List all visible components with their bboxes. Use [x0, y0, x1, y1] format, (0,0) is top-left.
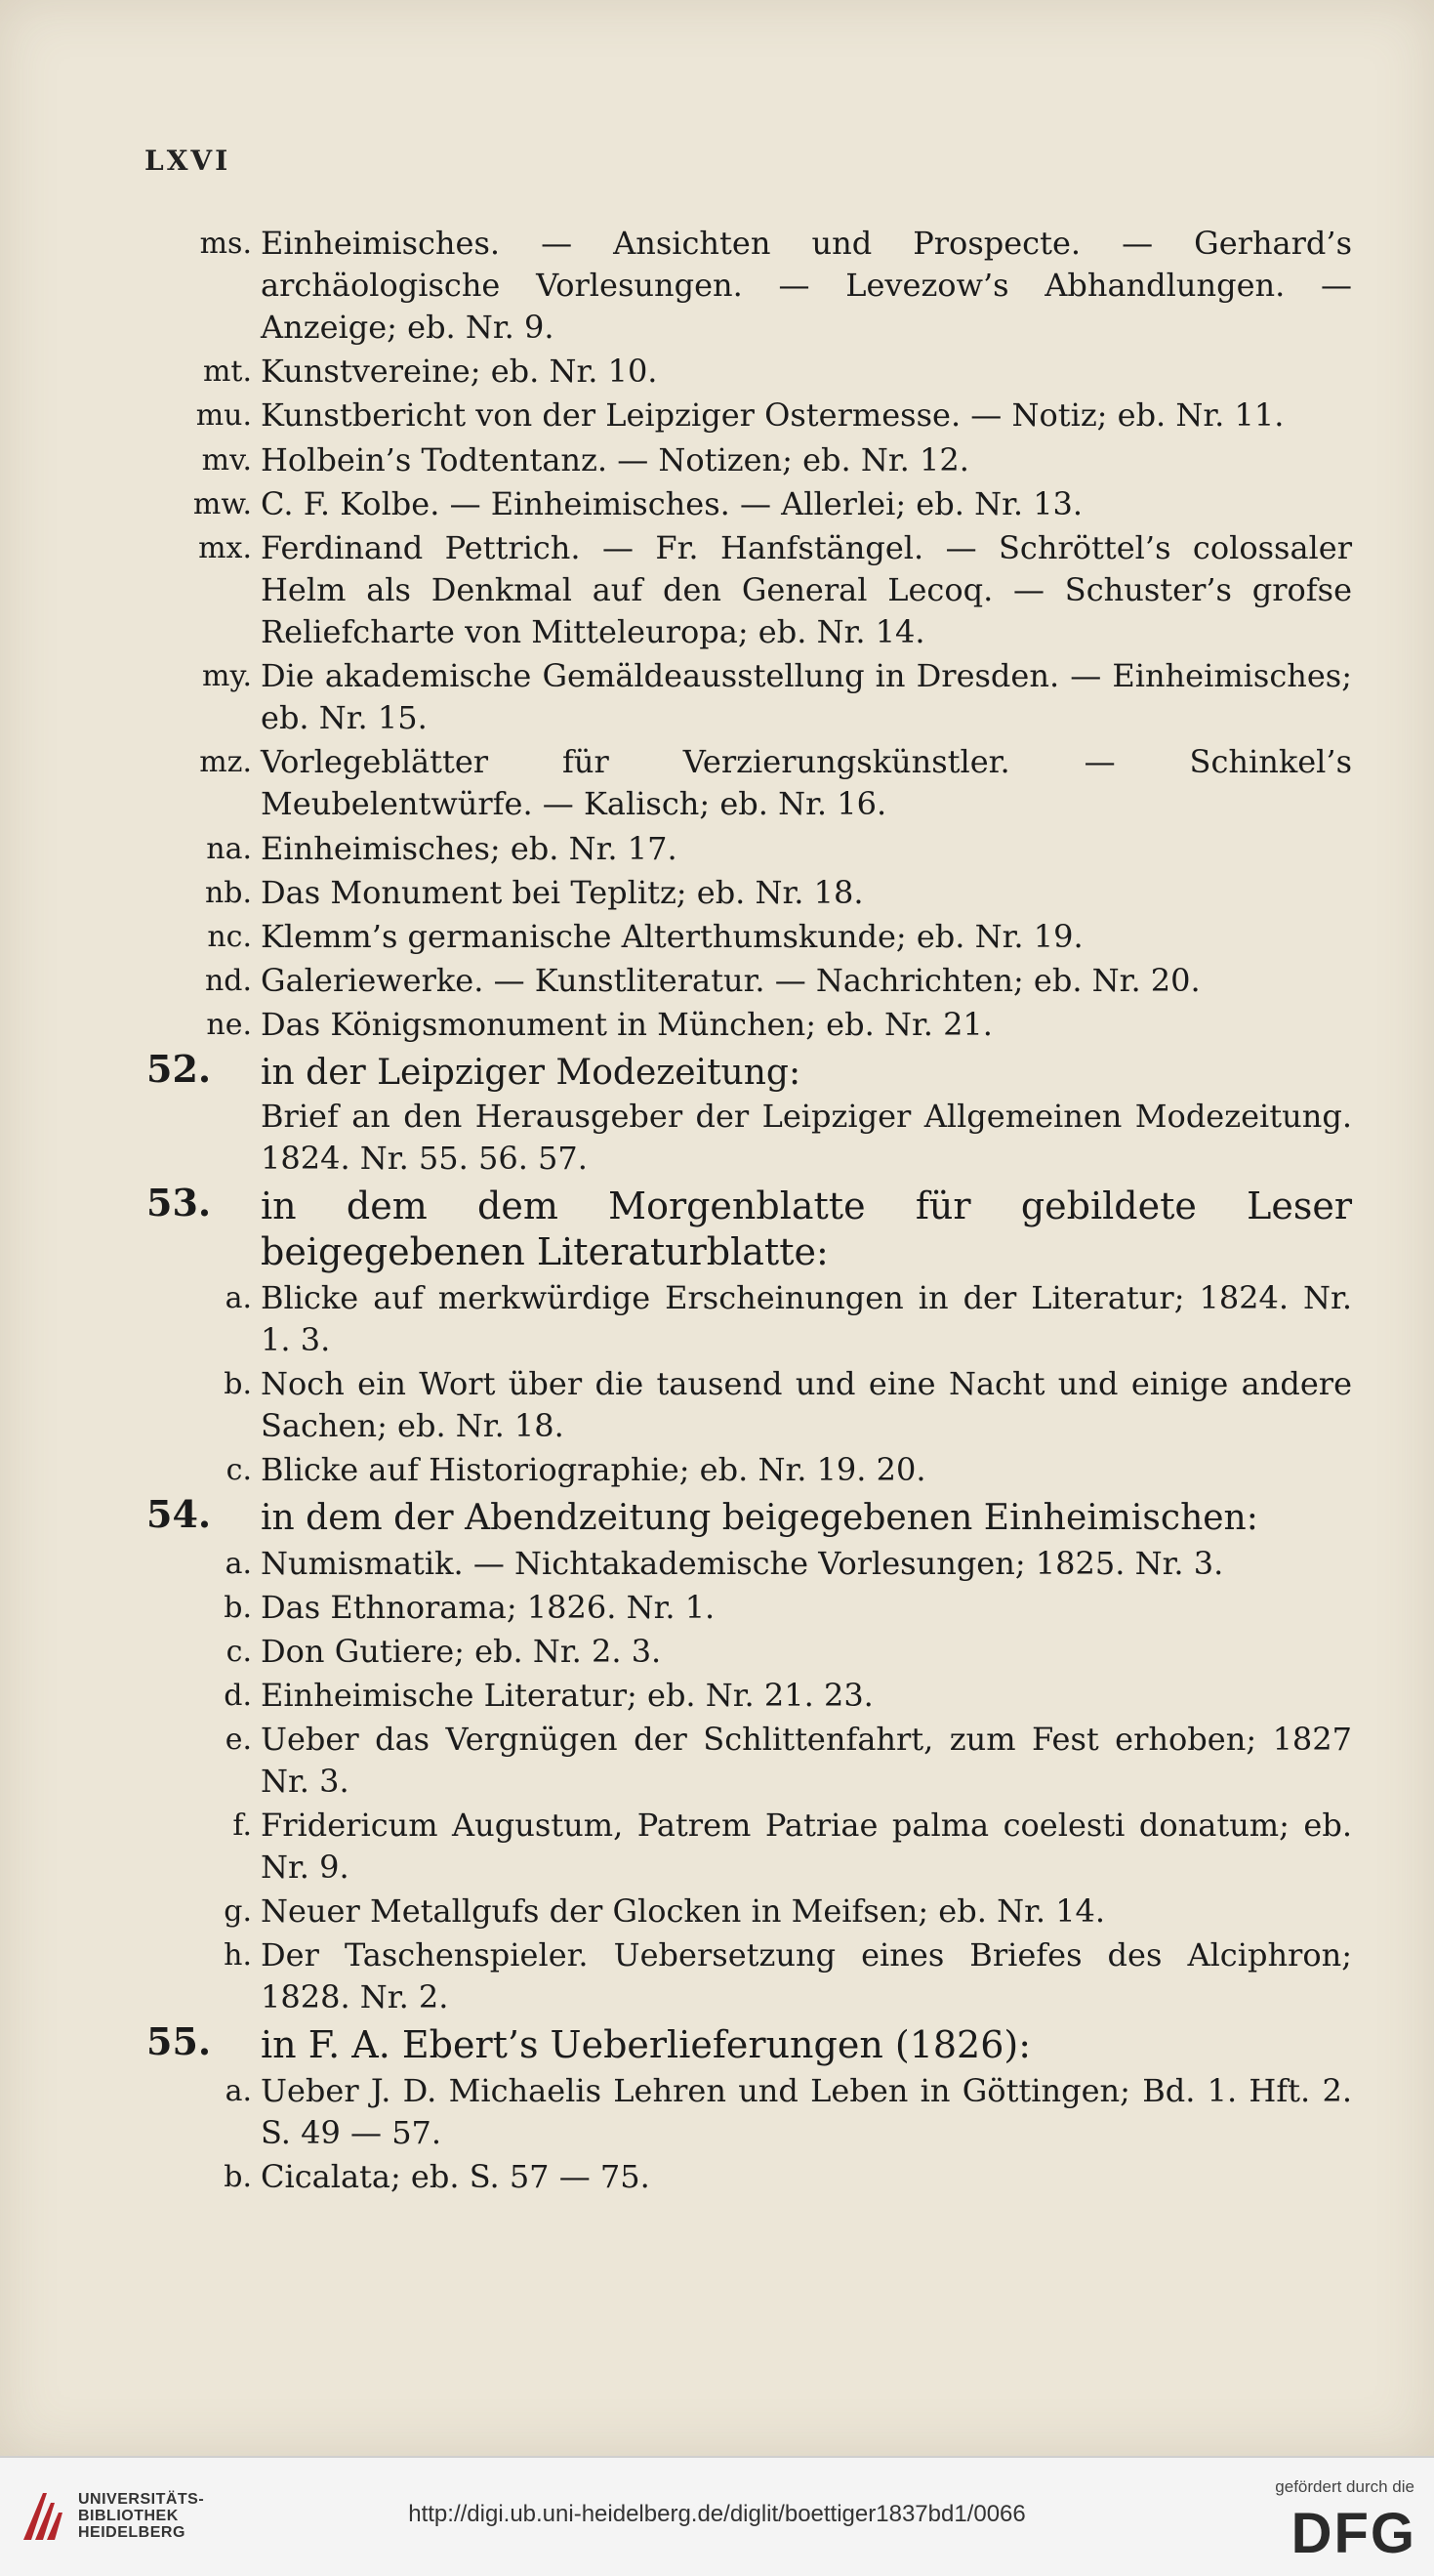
entry-key: nc. — [207, 919, 252, 954]
section-number: 54. — [146, 1492, 212, 1537]
entry-key: a. — [225, 2074, 252, 2109]
section-heading: in F. A. Ebert’s Ueberlieferungen (1826): — [261, 2023, 1032, 2067]
source-url-link[interactable]: http://digi.ub.uni-heidelberg.de/diglit/boettiger1837bd1/0066 — [408, 2501, 1026, 2527]
entries-list — [146, 223, 1352, 1046]
entry-key: e. — [225, 1723, 252, 1758]
entry-text: Einheimisches. — Ansichten und Prospecte. — Gerhard’s archäologische Vorlesungen. — Levezow’s Abhandlungen. — Anzeige; eb. Nr. 9. — [261, 225, 1352, 346]
entry-text: Blicke auf merkwürdige Erscheinungen in der Literatur; 1824. Nr. 1. 3. — [261, 1279, 1352, 1359]
section-heading: in dem dem Morgenblatte für gebildete Leser beigegebenen Literaturblatte: — [261, 1184, 1352, 1274]
index-entry — [146, 439, 1352, 481]
entry-key: d. — [224, 1679, 252, 1714]
entry-key: mv. — [201, 442, 252, 478]
entry-text: Cicalata; eb. S. 57 — 75. — [261, 2158, 650, 2196]
entry-text: Fridericum Augustum, Patrem Patriae palma coelesti donatum; eb. Nr. 9. — [261, 1807, 1352, 1887]
section-heading: in der Leipziger Modezeitung: — [261, 1053, 801, 1094]
index-entry — [146, 828, 1352, 870]
entry-key: mw. — [192, 486, 252, 521]
section-55-items — [146, 2070, 1352, 2198]
section-52 — [146, 1047, 1352, 1180]
entry-text: Das Ethnorama; 1826. Nr. 1. — [261, 1589, 716, 1627]
entry-key: f. — [232, 1808, 252, 1844]
entry-text: Einheimisches; eb. Nr. 17. — [261, 829, 677, 867]
index-entry — [146, 395, 1352, 436]
entry-key: a. — [225, 1547, 252, 1582]
entry-key: na. — [206, 831, 252, 866]
entry-key: nb. — [204, 875, 252, 910]
entry-key: b. — [224, 2160, 252, 2195]
entry-text: Ueber das Vergnügen der Schlittenfahrt, zum Fest erhoben; 1827 Nr. 3. — [261, 1721, 1352, 1801]
entry-text: Noch ein Wort über die tausend und eine Nacht und einige andere Sachen; eb. Nr. 18. — [261, 1365, 1352, 1445]
entry-text: Die akademische Gemäldeausstellung in Dresden. — Einheimisches; eb. Nr. 15. — [261, 657, 1352, 737]
entry-text: Blicke auf Historiographie; eb. Nr. 19. 20. — [261, 1451, 926, 1489]
section-54 — [146, 1492, 1352, 1541]
sub-entry — [146, 1587, 1352, 1629]
sub-entry — [146, 2070, 1352, 2154]
entry-text: Kunstbericht von der Leipziger Ostermesse. — Notiz; eb. Nr. 11. — [261, 396, 1285, 435]
entry-text: Der Taschenspieler. Uebersetzung eines Briefes des Alciphron; 1828. Nr. 2. — [261, 1936, 1352, 2016]
entry-text: Vorlegeblätter für Verzierungskünstler. — Schinkel’s Meubelentwürfe. — Kalisch; eb. Nr. 16. — [261, 743, 1352, 823]
index-entry — [146, 223, 1352, 349]
index-content — [146, 223, 1352, 2200]
footer-bar — [0, 2456, 1434, 2576]
entry-text: Das Königsmonument in München; eb. Nr. 21. — [261, 1006, 993, 1044]
entry-key: ne. — [206, 1008, 252, 1043]
index-entry — [146, 483, 1352, 525]
entry-text: Ueber J. D. Michaelis Lehren und Leben in Göttingen; Bd. 1. Hft. 2. S. 49 — 57. — [261, 2072, 1352, 2152]
entry-text: Don Gutiere; eb. Nr. 2. 3. — [261, 1633, 662, 1671]
section-55 — [146, 2019, 1352, 2068]
section-number: 55. — [146, 2019, 212, 2064]
sub-entry — [146, 1363, 1352, 1447]
index-entry — [146, 527, 1352, 653]
entry-key: c. — [225, 1453, 252, 1488]
sub-entry — [146, 1675, 1352, 1717]
index-entry — [146, 960, 1352, 1002]
entry-key: nd. — [204, 964, 252, 999]
section-number: 52. — [146, 1047, 212, 1092]
sub-entry — [146, 1631, 1352, 1673]
entry-key: b. — [224, 1591, 252, 1626]
sub-entry — [146, 1277, 1352, 1361]
index-entry — [146, 872, 1352, 914]
entry-text: Numismatik. — Nichtakademische Vorlesungen; 1825. Nr. 3. — [261, 1545, 1224, 1583]
entry-text: Neuer Metallgufs der Glocken in Meifsen; eb. Nr. 14. — [261, 1892, 1106, 1931]
section-heading: in dem der Abendzeitung beigegebenen Einheimischen: — [261, 1498, 1258, 1539]
funded-by-label: gefördert durch die — [1275, 2477, 1414, 2496]
entry-key: c. — [225, 1635, 252, 1670]
entry-text: Kunstvereine; eb. Nr. 10. — [261, 353, 658, 391]
entry-key: ms. — [199, 227, 252, 261]
section-53-items — [146, 1277, 1352, 1491]
sub-entry — [146, 2156, 1352, 2198]
entry-key: mz. — [199, 745, 252, 780]
sub-entry — [146, 1890, 1352, 1932]
sub-entry — [146, 1719, 1352, 1803]
sub-entry — [146, 1805, 1352, 1889]
entry-text: Klemm’s germanische Alterthumskunde; eb. Nr. 19. — [261, 917, 1084, 955]
section-number: 53. — [146, 1181, 212, 1226]
entry-key: a. — [225, 1281, 252, 1316]
index-entry — [146, 916, 1352, 958]
section-54-items — [146, 1543, 1352, 2018]
entry-key: mu. — [195, 398, 252, 434]
index-entry — [146, 351, 1352, 393]
entry-text: Holbein’s Todtentanz. — Notizen; eb. Nr. 12. — [261, 440, 969, 478]
sub-entry — [146, 1543, 1352, 1585]
index-entry — [146, 741, 1352, 825]
entry-key: mx. — [198, 530, 252, 565]
entry-text: Galeriewerke. — Kunstliteratur. — Nachrichten; eb. Nr. 20. — [261, 962, 1201, 1000]
sub-entry — [146, 1934, 1352, 2018]
page-number: LXVI — [144, 145, 231, 177]
entry-key: g. — [224, 1894, 252, 1930]
entry-text: Ferdinand Pettrich. — Fr. Hanfstängel. — Schröttel’s colossaler Helm als Denkmal auf den General Lecoq. — Schuster’s grofse Reliefcharte von Mitteleuropa; eb. Nr. 14. — [261, 528, 1352, 650]
index-entry — [146, 1004, 1352, 1046]
entry-key: my. — [202, 659, 252, 694]
library-name: UNIVERSITÄTS- BIBLIOTHEK HEIDELBERG — [78, 2491, 205, 2541]
entry-text: C. F. Kolbe. — Einheimisches. — Allerlei; eb. Nr. 13. — [261, 484, 1084, 522]
sub-entry — [146, 1449, 1352, 1491]
section-53 — [146, 1181, 1352, 1275]
dfg-logo: DFG — [1291, 2502, 1416, 2565]
entry-text: Einheimische Literatur; eb. Nr. 21. 23. — [261, 1677, 874, 1715]
index-entry — [146, 655, 1352, 739]
entry-key: b. — [224, 1367, 252, 1402]
entry-text: Das Monument bei Teplitz; eb. Nr. 18. — [261, 873, 864, 911]
section-body: Brief an den Herausgeber der Leipziger Allgemeinen Modezeitung. 1824. Nr. 55. 56. 57. — [261, 1098, 1352, 1178]
entry-key: mt. — [202, 354, 252, 390]
entry-key: h. — [224, 1938, 252, 1974]
